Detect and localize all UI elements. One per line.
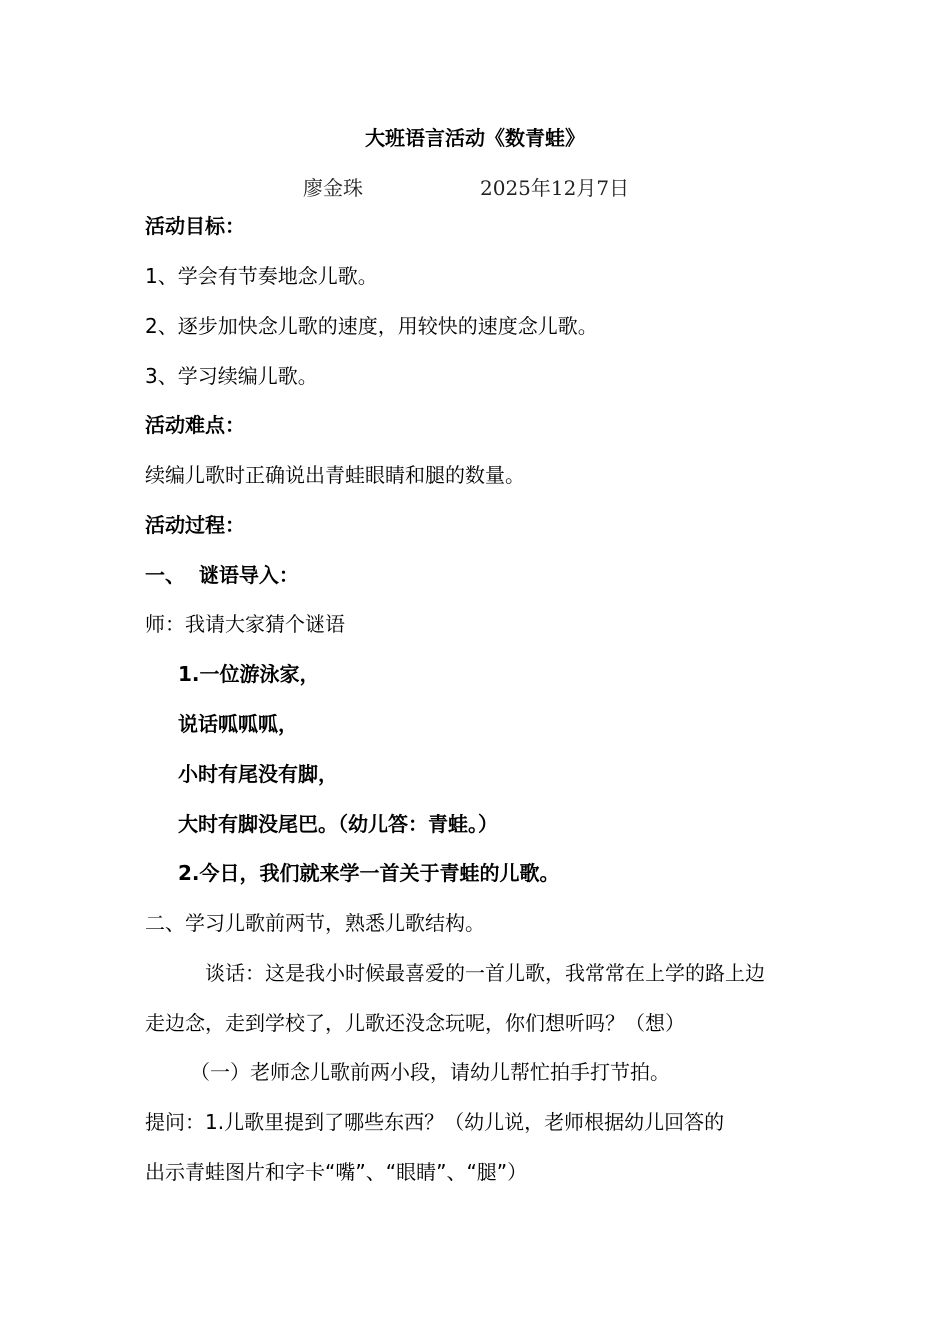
goal-item: 2、逐步加快念儿歌的速度，用较快的速度念儿歌。	[145, 314, 598, 338]
goal-item: 3、学习续编儿歌。	[145, 364, 318, 388]
riddle-line: 大时有脚没尾巴。（幼儿答：青蛙。）	[178, 812, 498, 836]
section-heading-process: 活动过程：	[145, 513, 245, 537]
paragraph: 谈话：这是我小时候最喜爱的一首儿歌，我常常在上学的路上边	[205, 961, 765, 985]
step-heading: 一、 谜语导入：	[145, 563, 299, 587]
paragraph: 出示青蛙图片和字卡“嘴”、“眼睛”、“腿”）	[145, 1160, 528, 1184]
goal-item: 1、学会有节奏地念儿歌。	[145, 264, 378, 288]
document-date: 2025年12月7日	[480, 176, 630, 200]
section-heading-goals: 活动目标：	[145, 214, 245, 238]
riddle-line: 小时有尾没有脚，	[178, 762, 338, 786]
paragraph: 提问：1.儿歌里提到了哪些东西？（幼儿说，老师根据幼儿回答的	[145, 1110, 725, 1134]
step-heading: 二、学习儿歌前两节，熟悉儿歌结构。	[145, 911, 485, 935]
paragraph: 师：我请大家猜个谜语	[145, 612, 345, 636]
paragraph: 走边念，走到学校了，儿歌还没念玩呢，你们想听吗？（想）	[145, 1011, 685, 1035]
document-title: 大班语言活动《数青蛙》	[365, 126, 585, 150]
paragraph: 续编儿歌时正确说出青蛙眼睛和腿的数量。	[145, 463, 525, 487]
paragraph: （一）老师念儿歌前两小段，请幼儿帮忙拍手打节拍。	[190, 1060, 670, 1084]
riddle-line: 说话呱呱呱，	[178, 712, 298, 736]
section-heading-difficulty: 活动难点：	[145, 413, 245, 437]
author-name: 廖金珠	[303, 176, 363, 200]
paragraph: 2.今日，我们就来学一首关于青蛙的儿歌。	[178, 861, 560, 885]
riddle-line: 1.一位游泳家，	[178, 662, 320, 686]
